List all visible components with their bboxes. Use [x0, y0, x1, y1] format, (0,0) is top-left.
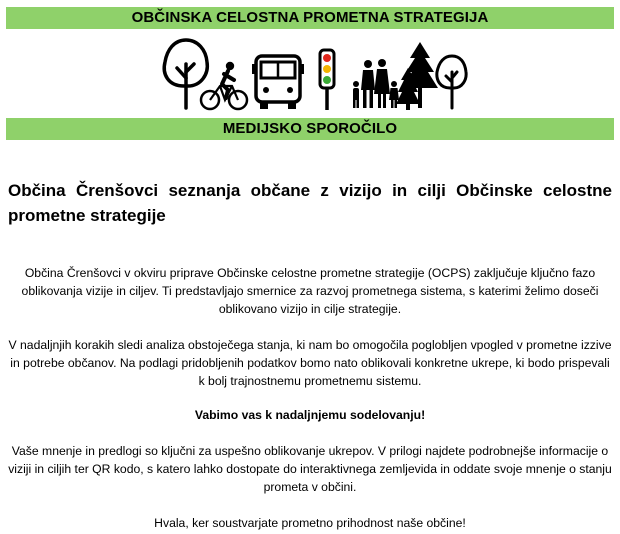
closing-text: Hvala, ker soustvarjate prometno prihodnost naše občine! — [154, 516, 466, 530]
paragraph-intro: Občina Črenšovci v okviru priprave Občinske celostne prometne strategije (OCPS) zaključuje ključno fazo oblikovanja vizije in ciljev. Ti predstavljajo smernice za razvoj prometnega sistema, s katerimi želimo doseči oblikovano vizijo in cilje strategije. — [21, 266, 599, 316]
pine-trees-icon — [396, 42, 438, 110]
header-banner — [6, 7, 614, 29]
subtitle-text: MEDIJSKO SPOROČILO — [222, 120, 398, 137]
invitation-text: Vabimo vas k nadaljnjemu sodelovanju! — [194, 408, 426, 422]
family-icon — [353, 59, 399, 108]
paragraph-next-steps: V nadaljnjih korakih sledi analiza obstoječega stanja, ki nam bo omogočila poglobljen vpogled v prometne izzive in potrebe občanov. Na podlagi pridobljenih podatkov bomo nato oblikovali konkretne ukrepe, ki bodo prispevali k bolj trajnostnemu prometnemu sistemu. — [8, 338, 612, 388]
tree-icon — [437, 56, 466, 108]
header-title: OBČINSKA CELOSTNA PROMETNA STRATEGIJA — [131, 9, 489, 26]
subtitle-banner — [6, 118, 614, 140]
ocps-logo — [158, 34, 468, 114]
traffic-light-icon — [320, 50, 334, 110]
bus-icon — [252, 56, 304, 109]
article-headline: Občina Črenšovci seznanja občane z vizijo in cilji Občinske celostne prometne strategije — [8, 181, 612, 225]
paragraph-feedback: Vaše mnenje in predlogi so ključni za uspešno oblikovanje ukrepov. V prilogi najdete podrobnejše informacije o viziji in ciljih ter QR kodo, s katero lahko dostopate do interaktivnega zemljevida in oddate svoje mnenje o stanju prometa v občini. — [8, 444, 612, 494]
